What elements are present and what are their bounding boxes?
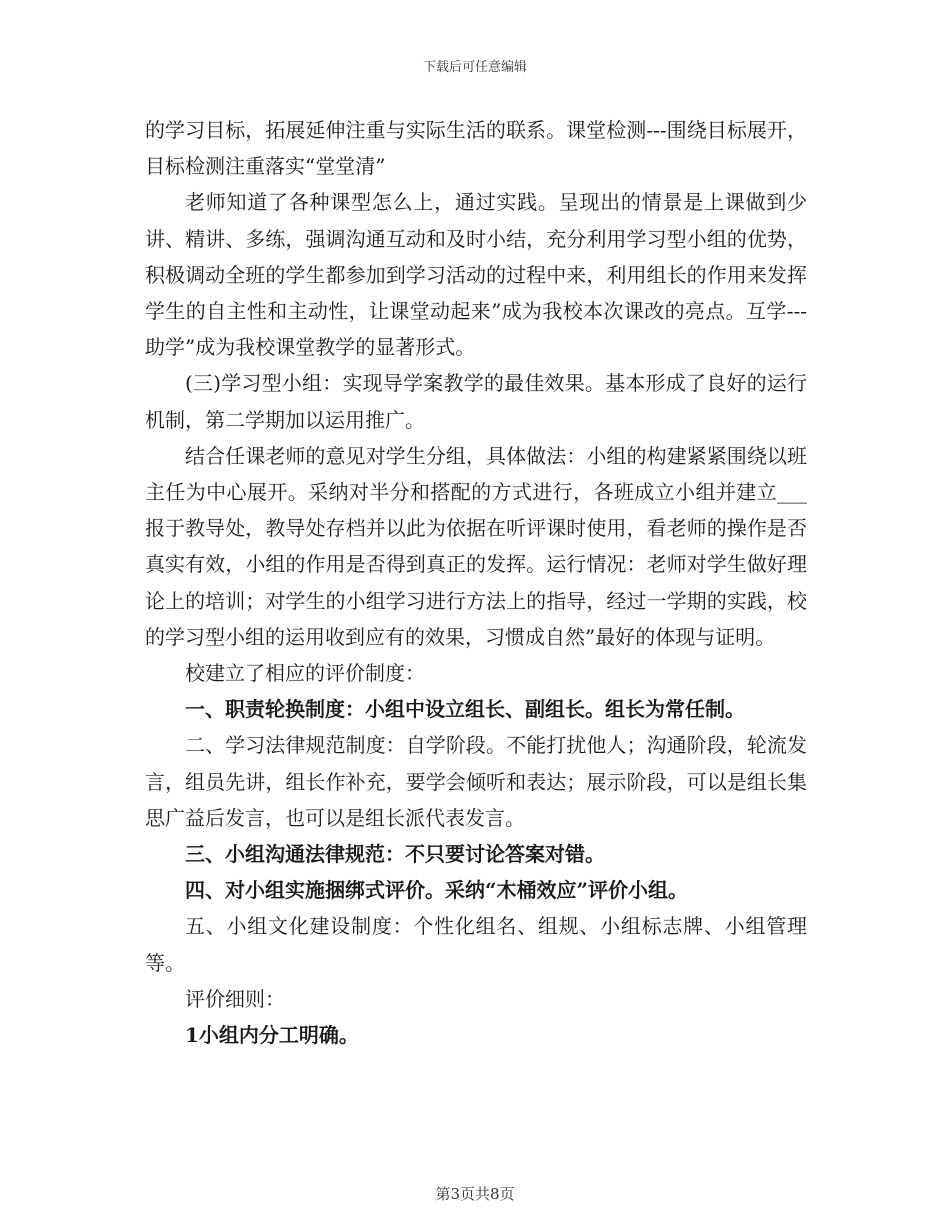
paragraph-7: 二、学习法律规范制度：自学阶段。不能打扰他人；沟通阶段，轮流发言，组员先讲，组长作补充，要学会倾听和表达；展示阶段，可以是组长集思广益后发言，也可以是组长派代表发言。 [145, 733, 807, 830]
page-header: 下载后可任意编辑 [422, 60, 527, 75]
paragraph-5: 校建立了相应的评价制度： [185, 661, 425, 686]
page-footer: 第3页共8页 [435, 1185, 515, 1203]
paragraph-12: 1小组内分工明确。 [185, 1023, 359, 1048]
paragraph-4: 结合任课老师的意见对学生分组，具体做法：小组的构建紧紧围绕以班主任为中心展开。采纳对半分和搭配的方式进行，各班成立小组并建立___报于教导处，教导处存档并以此为依据在听评课时使用，看老师的操作是否真实有效，小组的作用是否得到真正的发挥。运行情况：老师对学生做好理论上的培训；对学生的小组学习进行方法上的指导，经过一学期的实践，校的学习型小组的运用收到应有的效果，习惯成自然”最好的体现与证明。 [145, 443, 807, 649]
document-body [145, 112, 807, 1053]
paragraph-9: 四、对小组实施捆绑式评价。采纳“木桶效应”评价小组。 [185, 878, 689, 903]
paragraph-6: 一、职责轮换制度：小组中设立组长、副组长。组长为常任制。 [185, 697, 745, 722]
paragraph-3: (三)学习型小组：实现导学案教学的最佳效果。基本形成了良好的运行机制，第二学期加以运用推广。 [145, 371, 807, 432]
paragraph-8: 三、小组沟通法律规范：不只要讨论答案对错。 [185, 842, 605, 867]
paragraph-2: 老师知道了各种课型怎么上，通过实践。呈现出的情景是上课做到少讲、精讲、多练，强调沟通互动和及时小结，充分利用学习型小组的优势，积极调动全班的学生都参加到学习活动的过程中来，利用组长的作用来发挥学生的自主性和主动性，让课堂动起来”成为我校本次课改的亮点。互学---助学”成为我校课堂教学的显著形式。 [145, 190, 807, 360]
paragraph-10: 五、小组文化建设制度：个性化组名、组规、小组标志牌、小组管理等。 [145, 914, 807, 975]
paragraph-11: 评价细则： [185, 986, 285, 1011]
paragraph-1: 的学习目标，拓展延伸注重与实际生活的联系。课堂检测---围绕目标展开，目标检测注重落实“堂堂清” [145, 118, 807, 179]
